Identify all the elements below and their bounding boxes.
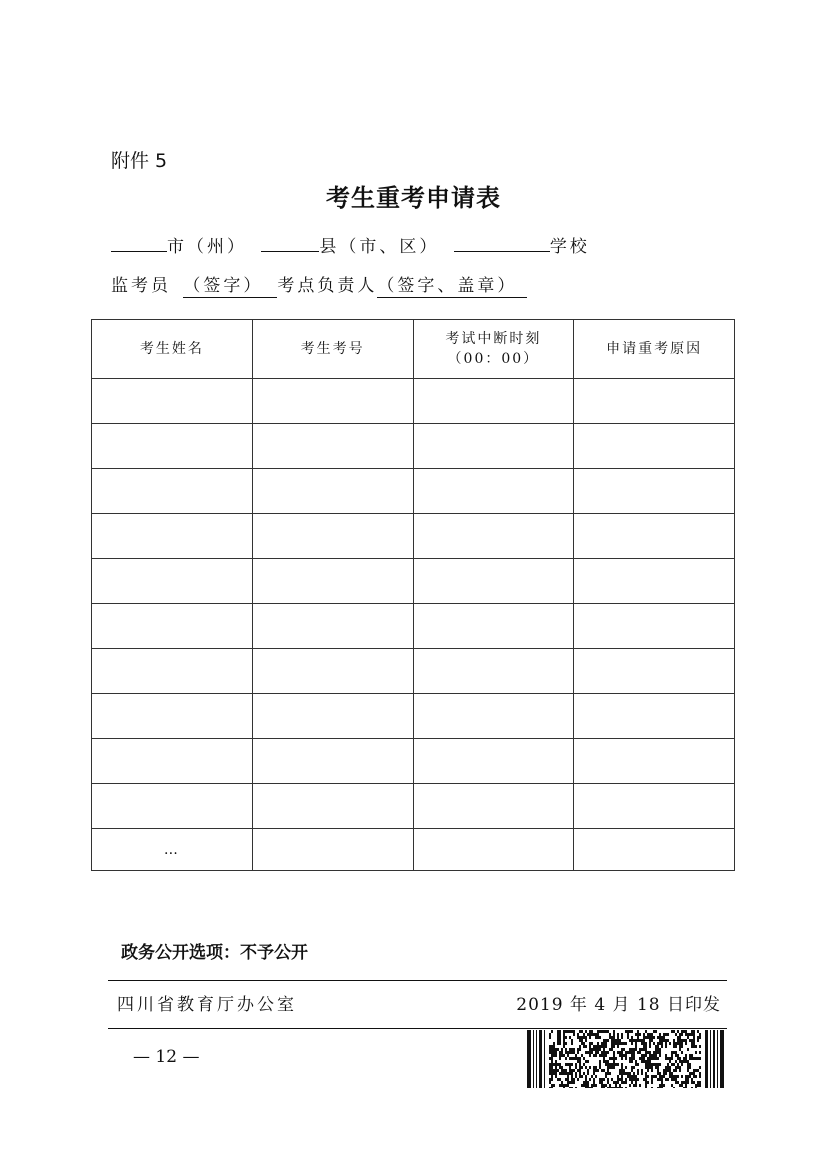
cell-time[interactable] <box>413 424 574 469</box>
cell-time[interactable] <box>413 739 574 784</box>
cell-name[interactable] <box>92 424 253 469</box>
cell-time[interactable] <box>413 604 574 649</box>
cell-id[interactable] <box>252 649 413 694</box>
county-blank <box>261 233 319 252</box>
cell-name[interactable] <box>92 739 253 784</box>
cell-name[interactable] <box>92 379 253 424</box>
disclosure-option: 政务公开选项：不予公开 <box>121 943 308 963</box>
cell-reason[interactable] <box>574 649 735 694</box>
table-body <box>92 379 735 871</box>
signature-line <box>111 271 527 298</box>
cell-time[interactable] <box>413 379 574 424</box>
school-label: 学校 <box>549 237 590 257</box>
table-row <box>92 559 735 604</box>
cell-id[interactable] <box>252 559 413 604</box>
col-header-interrupt-time <box>413 320 574 379</box>
cell-time[interactable] <box>413 469 574 514</box>
county-label: 县（市、区） <box>319 237 440 257</box>
cell-reason[interactable] <box>574 739 735 784</box>
site-head-sign: （签字、盖章） <box>377 271 527 298</box>
cell-id[interactable] <box>252 739 413 784</box>
cell-reason[interactable] <box>574 469 735 514</box>
cell-name[interactable] <box>92 784 253 829</box>
table-row-continuation <box>92 829 735 871</box>
page-number: — 12 — <box>133 1047 200 1067</box>
table-row <box>92 694 735 739</box>
cell-name[interactable] <box>92 649 253 694</box>
cell-reason[interactable] <box>574 829 735 871</box>
cell-name[interactable] <box>92 514 253 559</box>
site-head-label: 考点负责人 <box>277 276 378 296</box>
col-header-interrupt-label: 考试中断时刻 <box>445 331 542 347</box>
pdf417-barcode-icon <box>527 1030 724 1088</box>
footer-top-rule <box>108 980 727 981</box>
col-header-interrupt-format: （00：00） <box>447 351 540 367</box>
cell-id[interactable] <box>252 424 413 469</box>
table-row <box>92 424 735 469</box>
cell-id[interactable] <box>252 784 413 829</box>
table-row <box>92 514 735 559</box>
cell-time[interactable] <box>413 514 574 559</box>
application-table <box>91 319 735 871</box>
cell-reason[interactable] <box>574 424 735 469</box>
cell-time[interactable] <box>413 694 574 739</box>
col-header-name: 考生姓名 <box>92 320 253 379</box>
proctor-sign: （签字） <box>183 271 277 298</box>
cell-name[interactable] <box>92 694 253 739</box>
table-row <box>92 469 735 514</box>
table-header-row <box>92 320 735 379</box>
cell-id[interactable] <box>252 694 413 739</box>
cell-reason[interactable] <box>574 559 735 604</box>
cell-reason[interactable] <box>574 514 735 559</box>
cell-reason[interactable] <box>574 604 735 649</box>
table-row <box>92 784 735 829</box>
annex-label: 附件 5 <box>111 150 168 172</box>
city-blank <box>111 233 167 252</box>
cell-name[interactable] <box>92 559 253 604</box>
cell-id[interactable] <box>252 469 413 514</box>
cell-time[interactable] <box>413 829 574 871</box>
cell-reason[interactable] <box>574 784 735 829</box>
cell-name[interactable] <box>92 469 253 514</box>
cell-id[interactable] <box>252 604 413 649</box>
city-label: 市（州） <box>167 237 247 257</box>
table-row <box>92 739 735 784</box>
cell-id[interactable] <box>252 514 413 559</box>
footer-bottom-rule <box>108 1028 727 1029</box>
col-header-reason: 申请重考原因 <box>574 320 735 379</box>
cell-time[interactable] <box>413 559 574 604</box>
table-row <box>92 604 735 649</box>
cell-reason[interactable] <box>574 379 735 424</box>
proctor-label: 监考员 <box>111 276 171 296</box>
col-header-id: 考生考号 <box>252 320 413 379</box>
cell-time[interactable] <box>413 649 574 694</box>
table-row <box>92 649 735 694</box>
school-blank <box>454 233 550 252</box>
cell-id[interactable] <box>252 829 413 871</box>
issue-date: 2019 年 4 月 18 日印发 <box>516 995 721 1015</box>
cell-reason[interactable] <box>574 694 735 739</box>
table-row <box>92 379 735 424</box>
cell-name[interactable] <box>92 604 253 649</box>
location-line <box>111 232 590 257</box>
cell-id[interactable] <box>252 379 413 424</box>
continuation-ellipsis: … <box>92 829 253 871</box>
issuing-office: 四川省教育厅办公室 <box>117 995 297 1015</box>
form-title: 考生重考申请表 <box>326 183 501 212</box>
cell-time[interactable] <box>413 784 574 829</box>
